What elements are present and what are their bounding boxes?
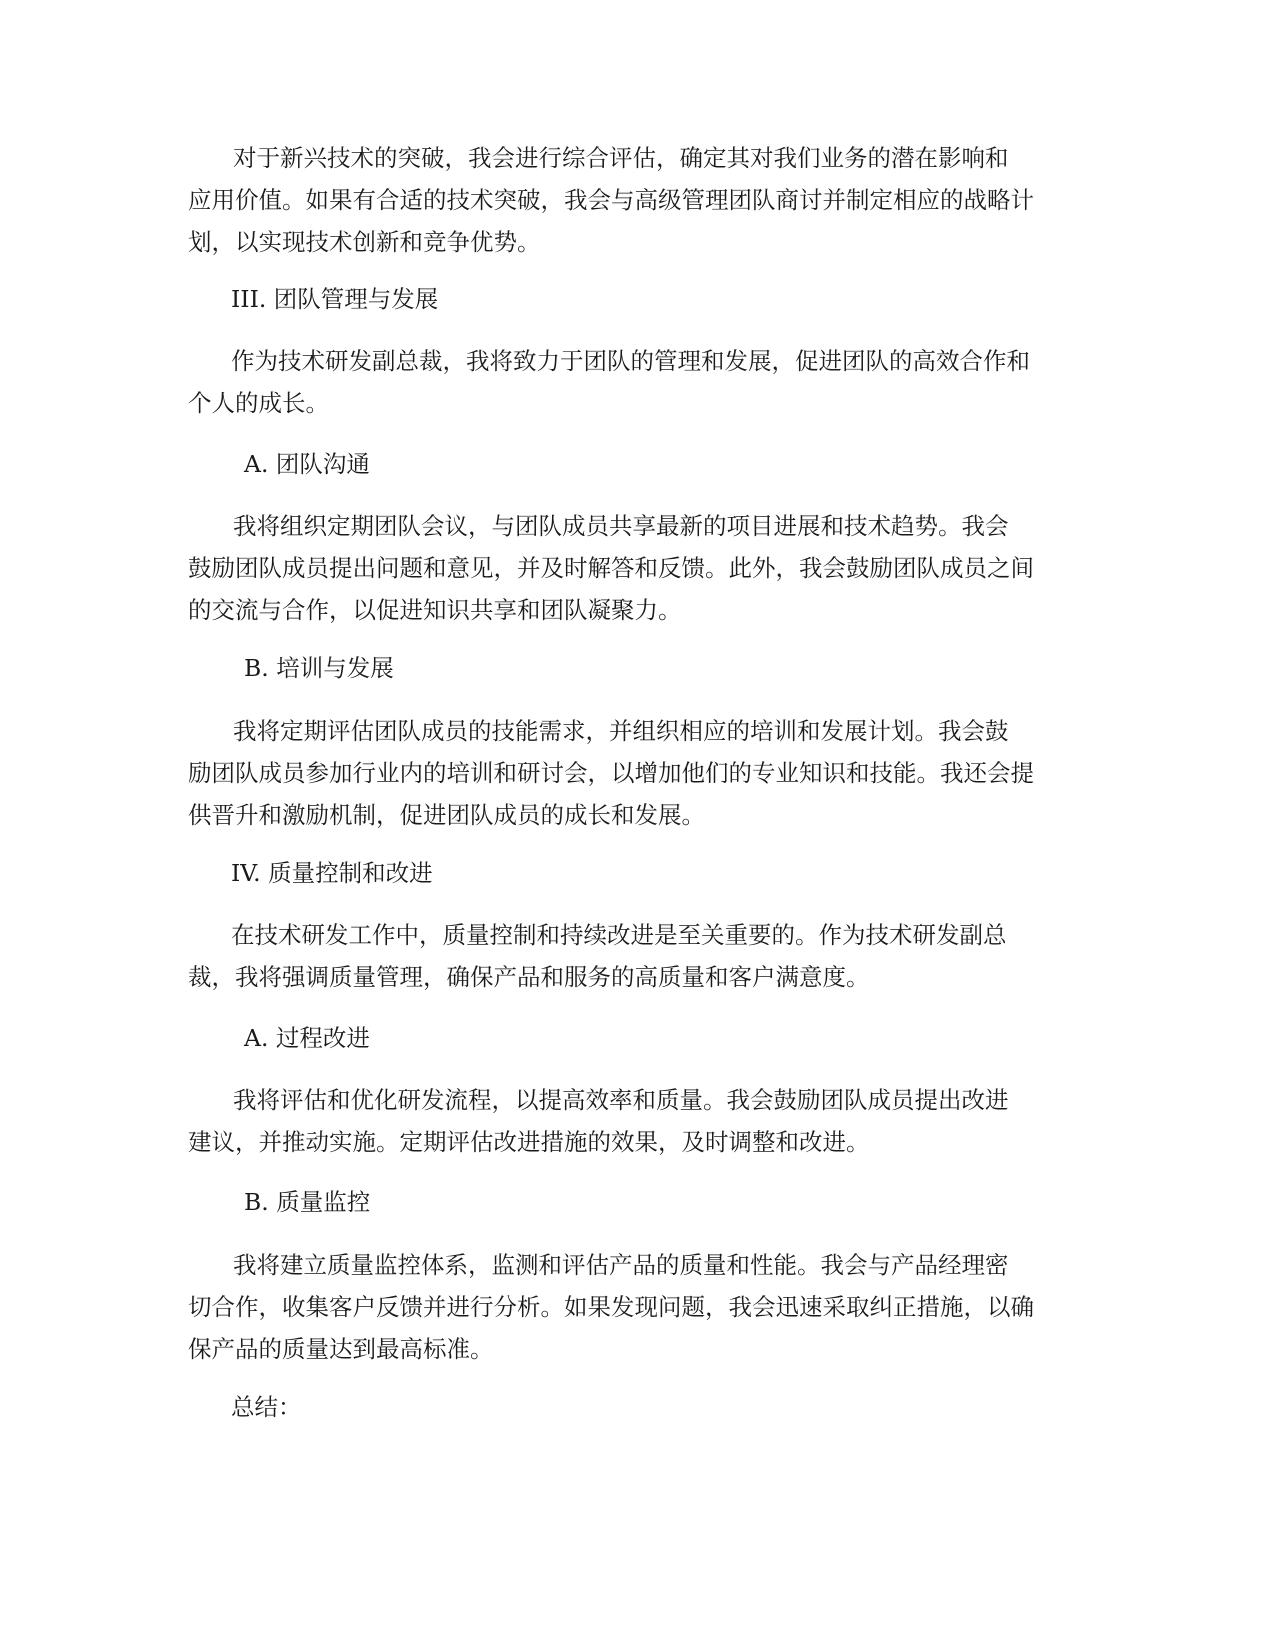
- paragraph-line: 的交流与合作，以促进知识共享和团队凝聚力。: [188, 596, 682, 624]
- paragraph-line: 励团队成员参加行业内的培训和研讨会，以增加他们的专业知识和技能。我还会提: [188, 759, 1034, 787]
- paragraph-line: 保产品的质量达到最高标准。: [188, 1335, 494, 1363]
- paragraph-line: 在技术研发工作中，质量控制和持续改进是至关重要的。作为技术研发副总: [231, 921, 1007, 949]
- paragraph-line: 作为技术研发副总裁，我将致力于团队的管理和发展，促进团队的高效合作和: [231, 347, 1030, 375]
- paragraph-line: 应用价值。如果有合适的技术突破，我会与高级管理团队商讨并制定相应的战略计: [188, 186, 1034, 214]
- paragraph-line: 我将建立质量监控体系，监测和评估产品的质量和性能。我会与产品经理密: [233, 1251, 1009, 1279]
- summary-label: 总结：: [231, 1393, 302, 1421]
- paragraph-line: 裁，我将强调质量管理，确保产品和服务的高质量和客户满意度。: [188, 963, 870, 991]
- subsection-heading-quality-monitoring: B. 质量监控: [244, 1188, 371, 1216]
- paragraph-line: 切合作，收集客户反馈并进行分析。如果发现问题，我会迅速采取纠正措施，以确: [188, 1293, 1034, 1321]
- paragraph-tech-breakthrough: [188, 137, 1093, 263]
- paragraph-quality-intro: [188, 914, 1093, 998]
- paragraph-training: [188, 710, 1093, 836]
- subsection-heading-training: B. 培训与发展: [244, 654, 394, 682]
- paragraph-line: 个人的成长。: [188, 389, 329, 417]
- paragraph-line: 划，以实现技术创新和竞争优势。: [188, 228, 541, 256]
- paragraph-line: 我将评估和优化研发流程，以提高效率和质量。我会鼓励团队成员提出改进: [233, 1086, 1009, 1114]
- paragraph-line: 对于新兴技术的突破，我会进行综合评估，确定其对我们业务的潜在影响和: [233, 144, 1009, 172]
- paragraph-line: 我将组织定期团队会议，与团队成员共享最新的项目进展和技术趋势。我会: [233, 512, 1009, 540]
- paragraph-line: 建议，并推动实施。定期评估改进措施的效果，及时调整和改进。: [188, 1128, 870, 1156]
- section-heading-quality-control: IV. 质量控制和改进: [231, 859, 433, 887]
- subsection-heading-team-communication: A. 团队沟通: [244, 450, 370, 478]
- section-heading-team-management: III. 团队管理与发展: [231, 285, 439, 313]
- paragraph-team-intro: [188, 340, 1093, 424]
- paragraph-line: 供晋升和激励机制，促进团队成员的成长和发展。: [188, 801, 705, 829]
- paragraph-team-communication: [188, 505, 1093, 631]
- paragraph-line: 我将定期评估团队成员的技能需求，并组织相应的培训和发展计划。我会鼓: [233, 717, 1009, 745]
- subsection-heading-process-improvement: A. 过程改进: [244, 1024, 370, 1052]
- paragraph-quality-monitoring: [188, 1244, 1093, 1370]
- paragraph-line: 鼓励团队成员提出问题和意见，并及时解答和反馈。此外，我会鼓励团队成员之间: [188, 554, 1034, 582]
- paragraph-process-improvement: [188, 1079, 1093, 1163]
